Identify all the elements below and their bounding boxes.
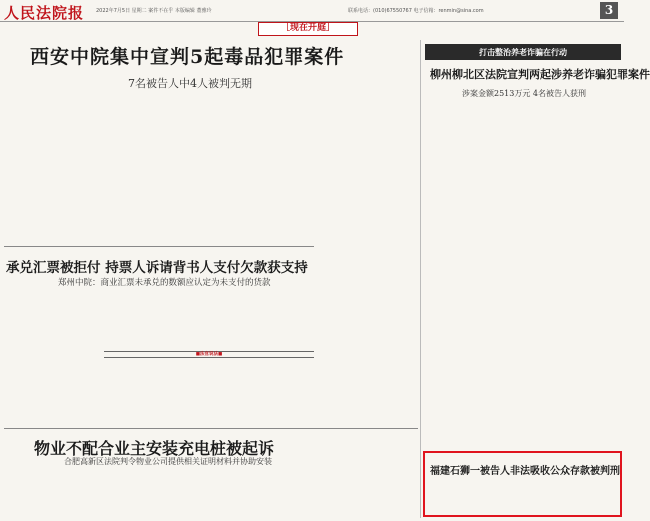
lead-column-3: [208, 98, 304, 248]
lead-column-1: [4, 98, 100, 248]
story2-subhead: 郑州中院：商业汇票未承兑的数额应认定为未支付的货款: [58, 278, 271, 288]
contact-info: 联系电话：(010)67550767 电子信箱：renmin@sina.com: [348, 8, 484, 14]
page-number: 3: [600, 2, 618, 19]
issue-meta: 2022年7月5日 星期二 案件不在乎 本版编辑 董雅玲: [96, 8, 212, 14]
story3-column-4: [310, 470, 418, 518]
story3-column-2: [106, 470, 202, 518]
story2-headline: 承兑汇票被拒付 持票人诉请背书人支付欠款获支持: [6, 260, 308, 276]
column-divider: [420, 40, 421, 518]
boxed-column-2: [492, 478, 552, 514]
lead-column-2: [106, 98, 202, 248]
side-column-3: [557, 104, 621, 446]
boxed-headline: 福建石狮一被告人非法吸收公众存款被判刑: [430, 466, 620, 477]
lead-subhead: 7名被告人中4人被判无期: [128, 77, 252, 90]
section-tag: ［现在开庭］: [258, 22, 358, 36]
story2-column-3: [208, 296, 312, 348]
story3-column-1: [4, 470, 100, 518]
lead-column-4: [312, 98, 416, 238]
divider: [4, 246, 314, 247]
section-rule: ■法官说法■: [104, 351, 314, 358]
lead-headline: 西安中院集中宣判5起毒品犯罪案件: [30, 46, 345, 68]
newspaper-logo: 人民法院报: [4, 4, 85, 22]
side-headline: 柳州柳北区法院宣判两起涉养老诈骗犯罪案件: [430, 68, 650, 81]
side-column-2: [491, 104, 553, 446]
side-banner: 打击整治养老诈骗在行动: [425, 44, 621, 60]
story3-subhead: 合肥高新区法院判令物业公司提供相关证明材料并协助安装: [64, 457, 272, 466]
story2-column-1: [4, 296, 100, 426]
story3-headline: 物业不配合业主安装充电桩被起诉: [34, 439, 275, 458]
judge-commentary: [104, 362, 314, 414]
side-column-1: [425, 104, 487, 446]
side-subhead: 涉案金额2513万元 4名被告人获刑: [462, 89, 586, 98]
story2-column-2: [106, 296, 202, 348]
story3-column-3: [208, 470, 304, 518]
boxed-column-3: [556, 478, 618, 514]
story2-column-4: [318, 240, 418, 420]
masthead: [0, 0, 624, 22]
boxed-column-1: [428, 478, 488, 514]
divider: [4, 428, 418, 429]
